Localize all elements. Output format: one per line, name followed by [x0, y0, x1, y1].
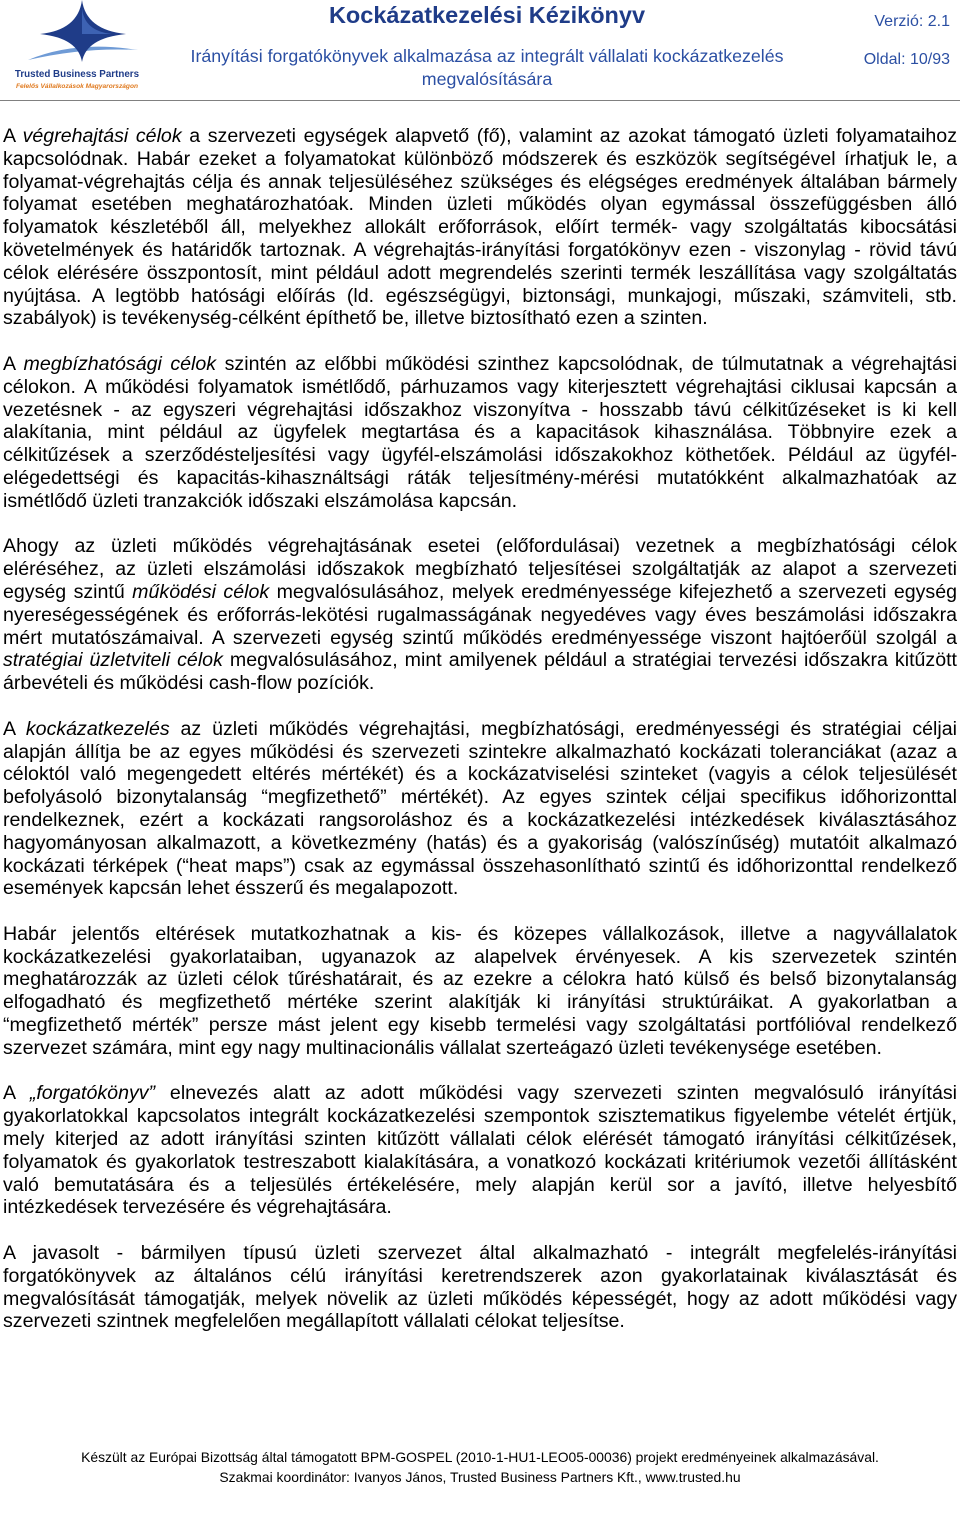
- text-line: [3, 421, 957, 444]
- line-text: célokon. A működési folyamatok ismétlődő, párhuzamos vagy kiterjesztett végrehajtási ciklusai kapcsán a: [3, 375, 957, 398]
- line-text: folyamatok és gyakorlatok testreszabott kialakítására, a vonatkozó kockázati kritériumok vezetői állításként: [3, 1150, 957, 1173]
- document-subtitle: [160, 45, 814, 91]
- text-line: [3, 1265, 957, 1288]
- line-text: gyakorlatokkal kapcsolatos integrált kockázatkezelési szempontok szisztematikus figyelembe vételét értjük,: [3, 1105, 957, 1128]
- text-line: [3, 1128, 957, 1151]
- text-line: [3, 991, 957, 1014]
- line-text: intézkedések tervezésére és végrehajtására.: [3, 1196, 392, 1219]
- line-text: kapcsolódnak. Habár ezeket a folyamatokat különböző módszerek és eszközök segítségével írhatjuk le, a: [3, 147, 957, 170]
- line-text: vezetésnek - az egyszeri végrehajtási időszakhoz viszonyítva - hosszabb távú célkitűzéseket is ki kell: [3, 398, 957, 421]
- text-line: [3, 1174, 957, 1197]
- text-line: [3, 1310, 957, 1333]
- line-text: nyújtása. A legtöbb hatósági előírás (ld. egészségügyi, biztonsági, munkajogi, műszaki, számviteli, stb.: [3, 284, 957, 307]
- line-text: nyereségességének és erőforrás-lekötési rugalmasságának negyedéves vagy éves beszámolási időszakra: [3, 603, 957, 626]
- line-text: mért mutatószámaival. A szervezeti egység szintű működés eredményessége viszont hajtóerőül szolgál a: [3, 626, 957, 649]
- text-line: [3, 467, 957, 490]
- paragraph: [3, 1242, 957, 1333]
- line-text: alakítania, mint például az ügyfelek megtartása és a kapacitások kihasználása. Többnyire ezek a: [3, 421, 957, 444]
- line-text: kockázati térképek (“heat maps”) csak az egymással összehasonlítható szintű és időhorizonttal rendelkező: [3, 854, 957, 877]
- emphasis-text: kockázatkezelés: [25, 717, 170, 740]
- line-text: szervezet számára, mint egy nagy multinacionális vállalat szerteágazó üzleti tevékenysége esetében.: [3, 1036, 882, 1059]
- text-line: [3, 558, 957, 581]
- line-text: folyamat-végrehajtás célja és annak teljesüléséhez szükséges és elégséges eredmények általában bármely: [3, 170, 957, 193]
- emphasis-text: stratégiai üzletviteli célok: [3, 649, 223, 672]
- line-text: kockázatkezelési gyakorlataiban, ugyanazok az alapelvek érvényesek. A kis szervezetek szintén: [3, 945, 957, 968]
- line-text: Habár jelentős eltérések mutatkozhatnak a kis- és közepes vállalkozások, illetve a nagyvállalatok: [3, 922, 957, 945]
- text-line: [3, 604, 957, 627]
- text-line: [3, 809, 957, 832]
- text-line: [3, 1037, 957, 1060]
- paragraph: [3, 535, 957, 695]
- text-line: [3, 672, 957, 695]
- paragraph: [3, 125, 957, 330]
- line-text: ismétlődő üzleti tranzakciók időszaki elszámolása kapcsán.: [3, 489, 518, 512]
- line-text: célkitűzések a szerződésteljesítési vagy ügyfél-elszámolási időszakokhoz köthetőek. Például az ügyfél-: [3, 444, 957, 467]
- emphasis-text: megbízhatósági célok: [23, 352, 217, 375]
- line-text: alapján állítja be az egyes működési és szervezeti szintekre alkalmazható kockázati toleranciákat (azaz a: [3, 740, 957, 763]
- subtitle-line: megvalósítására: [421, 69, 553, 89]
- text-line: [3, 490, 957, 513]
- text-line: [3, 649, 957, 672]
- line-text: való bemutatására és a teljesülés értékelésére, mely alapján kerül sor a javító, illetve helyesbítő: [3, 1173, 957, 1196]
- line-text: A: [3, 352, 24, 375]
- line-text: követelmények és határidők tartoznak. A végrehajtás-irányítási forgatókönyv ezen - viszonylag - rövid távú: [3, 238, 957, 261]
- line-text: A: [3, 717, 26, 740]
- line-text: a szervezeti egységek alapvető (fő), valamint az azokat támogató üzleti folyamataihoz: [181, 125, 957, 147]
- text-line: [3, 193, 957, 216]
- line-text: szintén az előbbi működési szinthez kapcsolódnak, de túlmutatnak a végrehajtási: [216, 352, 957, 375]
- text-line: [3, 763, 957, 786]
- paragraph: [3, 718, 957, 900]
- text-line: [3, 968, 957, 991]
- text-line: [3, 718, 957, 741]
- line-text: A: [3, 1082, 30, 1105]
- text-line: [3, 1288, 957, 1311]
- logo-wordmark: Trusted Business Partners: [14, 69, 140, 80]
- paragraph: [3, 353, 957, 513]
- line-text: megvalósulásához, melyek eredményessége kifejezhető a szervezeti egység: [269, 580, 957, 603]
- document-title: Kockázatkezelési Kézikönyv: [328, 2, 646, 28]
- line-text: események kapcsán lehet ésszerű és megalapozott.: [3, 877, 459, 900]
- line-text: szervezeti szintnek megfelelően megállapított vállalati célokat teljesítse.: [3, 1310, 625, 1333]
- text-line: [3, 171, 957, 194]
- line-text: elfogadható és megfizethető mértéke szerint alakítják ki irányítási struktúráikat. A gyakorlatban a: [3, 991, 957, 1014]
- version-label: Verzió: 2.1: [874, 13, 950, 30]
- text-line: [3, 1151, 957, 1174]
- line-text: rendelkeznek, ezért a kockázati rangsoroláshoz és a kockázatkezelési intézkedések kiválasztásához: [3, 808, 957, 831]
- line-text: befolyásoló bizonytalanság “megfizethető” mértékét). Az egyes szintek céljai specifikus időhorizonttal: [3, 786, 957, 809]
- paragraph: [3, 1082, 957, 1219]
- line-text: folyamat esetében meghatározhatóak. Minden üzleti működés olyan egymással összefüggésben álló: [3, 193, 957, 216]
- text-line: [3, 239, 957, 262]
- text-line: [3, 307, 957, 330]
- page-footer: [0, 1447, 960, 1487]
- text-line: [3, 786, 957, 809]
- line-text: szabályok) is tevékenység-célként építhető be, illetve biztosítható ezen a szinten.: [3, 307, 708, 330]
- text-line: [3, 832, 957, 855]
- emphasis-text: „forgatókönyv”: [29, 1082, 156, 1105]
- line-text: “megfizethető mérték” persze mást jelent egy kisebb termelési vagy szolgáltatási portfólióval rendelkező: [3, 1014, 957, 1037]
- text-line: [3, 125, 957, 148]
- line-text: meghatározzák az üzleti célok tűréshatárait, és az ezekre a célokra ható külső és belső bizonytalanság: [3, 968, 957, 991]
- header-divider: [0, 100, 960, 101]
- text-line: [3, 285, 957, 308]
- line-text: hagyományosan alkalmazott, a következmény (hatás) és a gyakoriság (valószínűség) mutatóit alkalmazó: [3, 831, 957, 854]
- text-line: [3, 535, 957, 558]
- text-line: [3, 1014, 957, 1037]
- footer-funding-note: Készült az Európai Bizottság által támogatott BPM-GOSPEL (2010-1-HU1-LEO05-00036) projekt eredményeinek alkalmazásával.: [81, 1449, 879, 1465]
- text-line: [3, 741, 957, 764]
- text-line: [3, 627, 957, 650]
- page-number: Oldal: 10/93: [863, 51, 950, 68]
- text-line: [3, 1082, 957, 1105]
- emphasis-text: működési célok: [132, 580, 270, 603]
- line-text: Ahogy az üzleti működés végrehajtásának esetei (előfordulásai) vezetnek a megbízhatósági célok: [3, 535, 957, 558]
- document-body: [3, 125, 957, 1356]
- text-line: [3, 444, 957, 467]
- text-line: [3, 148, 957, 171]
- line-text: megvalósítását támogatják, melyek növelik az üzleti működés képességét, hogy az adott működési vagy: [3, 1287, 957, 1310]
- text-line: [3, 855, 957, 878]
- subtitle-line: Irányítási forgatókönyvek alkalmazása az integrált vállalati kockázatkezelés: [190, 46, 784, 66]
- line-text: az üzleti működés végrehajtási, megbízhatósági, eredményességi és stratégiai céljai: [169, 717, 957, 740]
- text-line: [3, 1242, 957, 1265]
- line-text: eléréséhez, az üzleti elszámolási időszakok megbízható teljesítései szolgáltatják az alapot a szervezeti: [3, 558, 957, 581]
- trusted-business-partners-logo: [6, 0, 148, 96]
- line-text: céloktól való megengedett eltérés mértékét) és a kockázatviselési szinteket (vagyis a célok teljesülését: [3, 763, 957, 786]
- text-line: [3, 946, 957, 969]
- text-line: [3, 353, 957, 376]
- text-line: [3, 581, 957, 604]
- text-line: [3, 923, 957, 946]
- line-text: elégedettségi és kapacitás-kihasználtsági ráták teljesítmény-mérési mutatókként alkalmazhatóak az: [3, 466, 957, 489]
- footer-coordinator: Szakmai koordinátor: Ivanyos János, Trusted Business Partners Kft., www.trusted.hu: [219, 1469, 741, 1485]
- emphasis-text: végrehajtási célok: [22, 125, 182, 147]
- line-text: egység szintű: [3, 580, 133, 603]
- line-text: megvalósulásához, mint amilyenek például a stratégiai tervezési időszakra kitűzött: [222, 649, 957, 672]
- line-text: elnevezés alatt az adott működési vagy szervezeti szinten megvalósuló irányítási: [155, 1082, 957, 1105]
- line-text: A: [3, 125, 23, 147]
- line-text: A javasolt - bármilyen típusú üzleti szervezet által alkalmazható - integrált megfelelés-irányítási: [3, 1242, 957, 1265]
- logo-tagline: Felelős Vállalkozások Magyarországon: [15, 83, 139, 90]
- text-line: [3, 216, 957, 239]
- line-text: célok elérésére összpontosít, mint például adott megrendelés szerinti termék leszállítása vagy szolgáltatás: [3, 261, 957, 284]
- text-line: [3, 399, 957, 422]
- text-line: [3, 1196, 957, 1219]
- line-text: folyamatok készletéből áll, melyekhez allokált erőforrások, előírt termék- vagy szolgáltatás kibocsátási: [3, 216, 957, 239]
- text-line: [3, 1105, 957, 1128]
- text-line: [3, 262, 957, 285]
- line-text: forgatókönyvek az általános célú irányítási keretrendszerek azon gyakorlatainak kiválasztását és: [3, 1264, 957, 1287]
- text-line: [3, 877, 957, 900]
- line-text: árbevételi és működési cash-flow pozíciók.: [3, 672, 375, 695]
- line-text: mely kiterjed az adott irányítási szinten kitűzött vállalati célok elérését támogató irányítási célkitűzések,: [3, 1128, 957, 1151]
- paragraph: [3, 923, 957, 1060]
- text-line: [3, 376, 957, 399]
